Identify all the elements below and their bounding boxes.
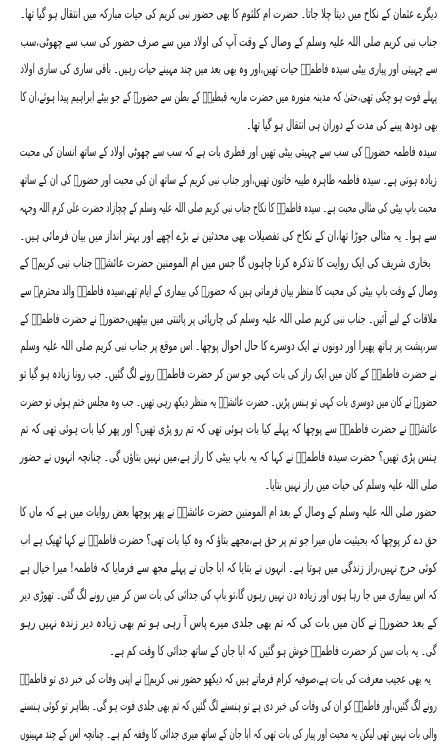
- text-line: دیگرے عثمان کے نکاح میں دیتا چلا جاتا۔ حضرت ام کلثوم کا بھی حضور نبی کریم کی حیات مبارکہ میں انتقال ہو گیا تھا۔: [20, 7, 437, 22]
- text-line: گی۔ یہ بات سن کر حضرت فاطمہؓ خوش ہو گئیں کہ ابا جان کے ساتھ جدائی کا وقت کم ہے۔: [109, 643, 437, 659]
- text-line: حضورؐ نے کان میں دوسری بات کہی تو ہنس پڑیں۔ حضرت عائشہؓ یہ منظر دیکھ رہی تھیں۔ جب وہ مجلس ختم ہوئی تو حضرت: [20, 394, 437, 410]
- text-line: سے ہوا۔ یہ مثالی جوڑا تھا،ان کے نکاح کی تفصیلات بھی محدثین نے بڑے اچھے اور بہتر انداز میں بیان فرمائی ہیں۔: [20, 228, 437, 244]
- text-line: وصال کے وقت باپ بیٹی کی محبت کا منظر بیان فرماتی ہیں کہ حضورؐ کی بیماری کے ایام تھے،سیدہ فاطمہؓ والد محترمؐ سے: [20, 283, 437, 299]
- text-line: زیادہ ہوتی ہے۔ سیدہ فاطمہ طاہرہ طیبہ خاتون تھیں،اور جناب نبی کریم کے ساتھ ان کی محبت اور حضورؐ کی ان کے ساتھ: [20, 173, 437, 189]
- paragraph: [20, 28, 437, 139]
- text-line: عائشہؓ نے حضرت فاطمہؓ سے پوچھا کہ پہلے کیا بات ہوئی تھی کہ تم رو پڑی تھیں؟ اور پھر کیا بات ہوئی تھی کہ تم: [20, 422, 437, 438]
- text-line: حق دے کر پوچھا کہ بحیثیت ماں میرا جو تم پر حق ہے،مجھے بتاؤ کہ وہ کیا بات تھی؟ حضرت فاطمہؓ نے کہا ٹھیک ہے اب: [20, 533, 437, 549]
- text-line: ہنس پڑی تھیں؟ حضرت سیدہ فاطمہؓ نے کہا کہ یہ باپ بیٹی کا راز ہے،میں نہیں بتاؤں گی۔ چنانچہ انہوں نے حضور: [19, 450, 437, 465]
- text-line: سے چہیتی اور پیاری بیٹی سیدہ فاطمہؓ حیات تھیں،اور وہ بھی بعد میں چند مہینے حیات رہیں۔ باقی ساری کی ساری اولاد: [20, 62, 437, 78]
- body-text: [20, 0, 437, 748]
- text-line: پہلے فوت ہو چکی تھی،حتیٰ کہ مدینہ منورہ میں حضرت ماریہ قبطیہؓ کے بطن سے حضورؐ کے جو بیٹے ابراہیم پیدا ہوئے،ان کا: [20, 90, 437, 106]
- text-line: کے بعد حضورؐ نے کان میں بات کی کہ تم بھی جلدی میرے پاس آ رہی ہو تم بھی زیادہ دیر زندہ نہیں رہو: [20, 616, 437, 632]
- paragraph: [20, 0, 437, 28]
- text-line: والی بات نہیں تھی لیکن یہ محبت اور پیار کی بات تھی کہ ابا جان کے ساتھ میری جدائی کا وقفہ کم ہے۔ چنانچہ اس کے چند مہینوں: [19, 726, 437, 742]
- text-line: ملاقات کے لیے آئیں۔ جناب نبی کریم صلی اللہ علیہ وسلم کی چارپائی پر پائنتی میں بیٹھیں،حضورؐ نے حضرت فاطمہؓ کے: [19, 311, 437, 327]
- text-line: نے حضرت فاطمہؓ کے کان میں ایک راز کی بات کہی جو سن کر حضرت فاطمہؓ رونے لگ گئیں۔ جب رونا زیادہ ہو گیا تو: [19, 366, 437, 382]
- text-line: بھی دودھ پینے کی مدت کے دوران ہی انتقال ہو گیا تھا۔: [245, 117, 437, 133]
- text-line: بخاری شریف کی ایک روایت کا تذکرہ کرنا چاہوں گا جس میں ام المومنین حضرت عائشہؓ جناب نبی کریمؐ کے: [20, 256, 431, 272]
- text-line: یہ بھی عجیب معرفت کی بات ہے،صوفیہ کرام فرماتے ہیں کہ دیکھو حضور نبی کریمؐ نے اپنی وفات کی خبر دی تو فاطمہؓ: [20, 671, 431, 687]
- text-line: حضور صلی اللہ علیہ وسلم کے وصال کے بعد ام المومنین حضرت عائشہؓ نے پھر پوچھا بعض روایات میں ہے کہ ماں کا: [20, 505, 437, 521]
- text-line: رونے لگ گئیں،اور فاطمہؓ کو ان کی وفات کی خبر دی ہے تو ہنسنے لگ گئیں کہ تم بھی جلدی فوت ہو گی۔ بظاہر تو کوئی ہنسنے: [20, 699, 437, 715]
- paragraph: [20, 138, 437, 249]
- text-line: سیدہ فاطمہ حضورؐ کی سب سے چہیتی بیٹی تھیں اور فطری بات ہے کہ سب سے چھوٹی اولاد کے ساتھ انسان کی محبت: [20, 145, 437, 161]
- text-line: جناب نبی کریم صلی اللہ علیہ وسلم کے وصال کے وقت آپ کی اولاد میں سے صرف حضور کی سب سے چھوٹی،سب: [20, 34, 437, 50]
- text-line: محبت باپ بیٹی کی مثالی محبت ہے۔ سیدہ فاطمہؓ کا نکاح جناب نبی کریم صلی اللہ علیہ وسلم کے چچازاد حضرت علی کرم اللہ وجہہ: [19, 200, 437, 216]
- text-line: کوئی حرج نہیں،راز زندگی میں ہوتا ہے۔ انہوں نے بتایا کہ ابا جان نے پہلے مجھ سے فرمایا کہ فاطمہ! میرا خیال ہے: [20, 560, 437, 576]
- paragraph: [20, 665, 437, 748]
- text-line: کہ اس بیماری میں جا رہا ہوں اور زیادہ دن نہیں رہوں گا،تو باپ کی جدائی کی بات سن کر میں رونے لگ گئی۔ تھوڑی دیر: [20, 588, 437, 604]
- paragraph: [20, 249, 437, 498]
- text-line: سر،پشت پر ہاتھ پھیرا اور دونوں نے ایک دوسرے کا حال احوال پوچھا۔ اس موقع پر جناب نبی کریم صلی اللہ علیہ وسلم: [20, 339, 437, 355]
- paragraph: [20, 498, 437, 664]
- text-line: صلی اللہ علیہ وسلم کی حیات میں راز نہیں بتایا۔: [264, 477, 437, 493]
